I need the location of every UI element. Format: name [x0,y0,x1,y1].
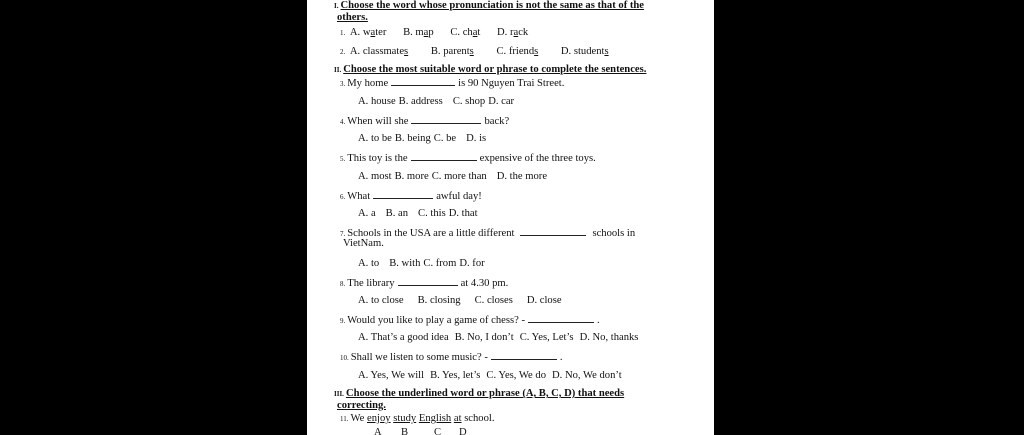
answer-blank [411,114,481,124]
question-11: 11. We enjoy study English at school. [340,413,495,424]
answer-blank [373,189,433,199]
question-9-options: A. That’s a good idea B. No, I don’t C. Yes, Let’s D. No, thanks [358,332,639,343]
worksheet-page [307,0,714,435]
q1-option-a: A. water [349,27,387,38]
question-5-options: A. most B. more C. more than D. the more [358,171,548,182]
q2-option-c: C. friends [496,46,539,57]
question-7: 7. Schools in the USA are a little different schools in [340,228,636,239]
q2-option-a: A. classmates [349,46,409,57]
question-8: 8. The library at 4.30 pm. [340,278,509,289]
question-10-options: A. Yes, We will B. Yes, let’s C. Yes, We do D. No, We don’t [358,370,622,381]
question-7-options: A. to B. with C. from D. for [358,258,485,269]
answer-blank [491,350,557,360]
answer-blank [528,313,594,323]
section-3-heading: III. Choose the underlined word or phrase (A, B, C, D) that needs [334,388,625,399]
q1-option-b: B. map [403,27,434,38]
q1-option-c: C. chat [450,27,481,38]
question-4-options: A. to be B. being C. be D. is [358,133,487,144]
section-3-heading-cont: correcting. [337,400,386,411]
answer-blank [411,151,477,161]
question-6: 6. What awful day! [340,191,482,202]
section-2-heading: II. Choose the most suitable word or phrase to complete the sentences. [334,64,647,75]
question-3: 3. My home is 90 Nguyen Trai Street. [340,78,565,89]
question-6-options: A. a B. an C. this D. that [358,208,478,219]
q1-option-d: D. rack [497,27,529,38]
section-1-heading-cont: others. [337,12,368,23]
question-2: 2. A. classmates B. parents C. friends D. students [340,46,609,57]
question-7-cont: VietNam. [343,238,384,249]
question-9: 9. Would you like to play a game of chess? - . [340,315,600,326]
answer-blank [398,276,458,286]
question-4: 4. When will she back? [340,116,510,127]
answer-blank [520,226,586,236]
question-11-letters: A B C D [374,427,467,435]
question-3-options: A. house B. address C. shop D. car [358,96,515,107]
question-8-options: A. to close B. closing C. closes D. close [358,295,562,306]
question-5: 5. This toy is the expensive of the three toys. [340,153,596,164]
section-1-heading: I. Choose the word whose pronunciation is not the same as that of the [334,0,644,11]
question-1: 1. A. water B. map C. chat D. rack [340,27,529,38]
q2-option-d: D. students [560,46,609,57]
question-10: 10. Shall we listen to some music? - . [340,352,563,363]
q2-option-b: B. parents [430,46,474,57]
answer-blank [391,76,455,86]
